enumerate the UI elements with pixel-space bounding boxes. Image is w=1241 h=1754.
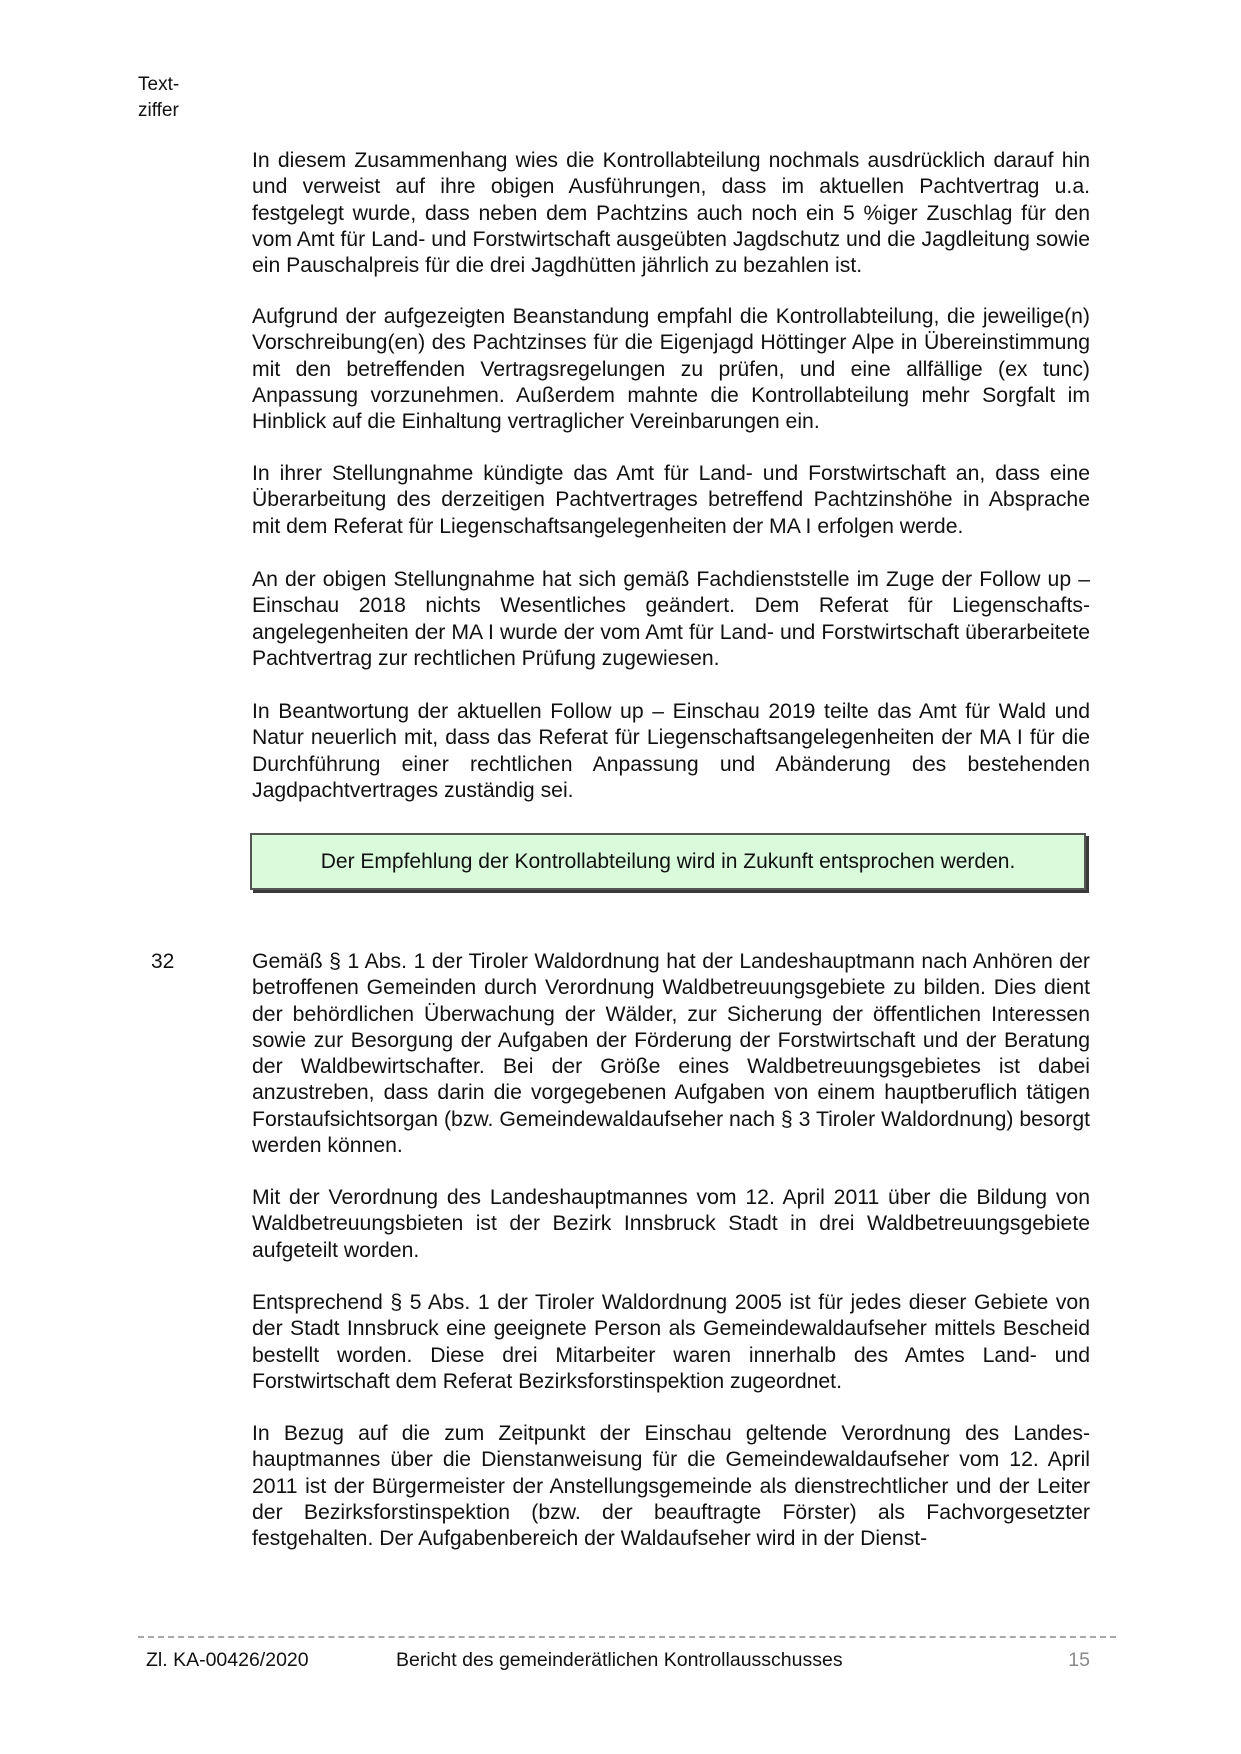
paragraph-5: In Beantwortung der aktuellen Follow up – Einschau 2019 teilte das Amt für Wald und Natur neuerlich mit, dass das Referat für Liegenschaftsangelegenheiten der MA I für die Durchführung einer rechtlichen Anpassung und Abänderung des bestehenden Jagdpachtvertrages zuständig sei. [252,700,1090,802]
margin-label-textziffer: Text- ziffer [138,74,180,121]
section-32-paragraph-2: Mit der Verordnung des Landeshauptmannes vom 12. April 2011 über die Bildung von Waldbetreuungsbieten ist der Bezirk Innsbruck Stadt in drei Waldbetreuungsgebiete aufgeteilt worden. [252,1186,1090,1262]
page-number: 15 [1068,1649,1090,1671]
paragraph-3: In ihrer Stellungnahme kündigte das Amt für Land- und Forstwirtschaft an, dass eine Überarbeitung des derzeitigen Pachtvertrages betreffend Pachtzinshöhe in Absprache mit dem Referat für Liegenschaftsangelegenheiten der MA I erfolgen werde. [252,462,1090,538]
response-box [250,833,1086,890]
section-32-paragraph-1: Gemäß § 1 Abs. 1 der Tiroler Waldordnung hat der Landeshauptmann nach Anhören der betroffenen Gemeinden durch Verordnung Waldbetreuungsgebiete zu bilden. Dies dient der behördlichen Überwachung der Wälder, zur Sicherung der öffentlichen Interessen sowie zur Besorgung der Aufgaben der Förderung der Forstwirtschaft und der Beratung der Waldbewirtschafter. Bei der Größe eines Waldbetreuungsgebietes ist dabei anzustreben, dass darin die vorgegebenen Aufgaben von einem hauptberuflich tätigen Forstaufsichtsorgan (bzw. Gemeindewaldaufseher nach § 3 Tiroler Waldordnung) besorgt werden können. [252,950,1090,1158]
section-32-paragraph-4: In Bezug auf die zum Zeitpunkt der Einschau geltende Verordnung des Landeshauptmannes über die Dienstanweisung für die Gemeindewaldaufseher vom 12. April 2011 ist der Bürgermeister der Anstellungsgemeinde als dienstrechtlicher und der Leiter der Bezirksforstinspektion (bzw. der beauftragte Förster) als Fachvorgesetzter festgehalten. Der Aufgabenbereich der Waldaufseher wird in der Dienst- [252,1422,1090,1551]
footer-reference: Zl. KA-00426/2020 [146,1649,309,1671]
paragraph-1: In diesem Zusammenhang wies die Kontrollabteilung nochmals ausdrücklich darauf hin und verweist auf ihre obigen Ausführungen, dass im aktuellen Pachtvertrag u.a. festgelegt wurde, dass neben dem Pachtzins auch noch ein 5 %iger Zuschlag für den vom Amt für Land- und Forstwirtschaft ausgeübten Jagdschutz und die Jagdleitung sowie ein Pauschalpreis für die drei Jagdhütten jährlich zu bezahlen ist. [252,149,1090,278]
textziffer-number: 32 [151,950,175,973]
footer-divider [138,1636,1116,1638]
footer-title: Bericht des gemeinderätlichen Kontrollausschusses [396,1649,843,1671]
paragraph-2: Aufgrund der aufgezeigten Beanstandung empfahl die Kontrollabteilung, die jeweilige(n) Vorschreibung(en) des Pachtzinses für die Eigenjagd Höttinger Alpe in Übereinstimmung mit den betreffenden Vertragsregelungen zu prüfen, und eine allfällige (ex tunc) Anpassung vorzunehmen. Außerdem mahnte die Kontrollabteilung mehr Sorgfalt im Hinblick auf die Einhaltung vertraglicher Vereinbarungen ein. [252,305,1090,434]
response-text: Der Empfehlung der Kontrollabteilung wird in Zukunft entsprochen werden. [320,849,1016,873]
section-32-paragraph-3: Entsprechend § 5 Abs. 1 der Tiroler Waldordnung 2005 ist für jedes dieser Gebiete von der Stadt Innsbruck eine geeignete Person als Gemeindewaldaufseher mittels Bescheid bestellt worden. Diese drei Mitarbeiter waren innerhalb des Amtes Land- und Forstwirtschaft dem Referat Bezirksforstinspektion zugeordnet. [252,1291,1090,1393]
paragraph-4: An der obigen Stellungnahme hat sich gemäß Fachdienststelle im Zuge der Follow up – Einschau 2018 nichts Wesentliches geändert. Dem Referat für Liegenschaftsangelegenheiten der MA I wurde der vom Amt für Land- und Forstwirtschaft überarbeitete Pachtvertrag zur rechtlichen Prüfung zugewiesen. [252,568,1090,670]
